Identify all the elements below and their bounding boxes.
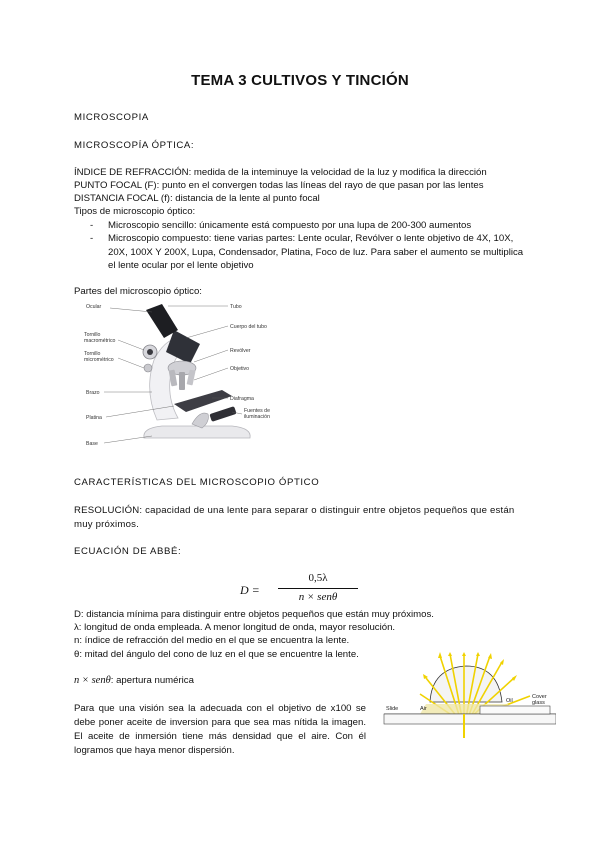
apertura-math: n × senθ	[74, 675, 111, 686]
def-d: D: distancia mínima para distinguir entre objetos pequeños que están muy próximos.	[74, 609, 434, 620]
label-cover-glass	[532, 694, 547, 706]
section-microscopia: MICROSCOPIA	[74, 112, 149, 123]
abbe-formula	[240, 570, 380, 608]
distancia-focal: DISTANCIA FOCAL (f): distancia de la lente al punto focal	[74, 193, 320, 204]
def-lambda: λ: longitud de onda empleada. A menor longitud de onda, mayor resolución.	[74, 622, 396, 633]
punto-focal: PUNTO FOCAL (F): punto en el convergen todas las líneas del rayo de que pasan por las lentes	[74, 180, 484, 191]
ecuacion-heading: ECUACIÓN DE ABBÉ:	[74, 546, 182, 557]
label-fuentes-line1: Fuentes de	[244, 408, 270, 414]
label-platina: Platina	[86, 415, 102, 421]
tipo-compuesto: Microscopio compuesto: tiene varias partes: Lente ocular, Revólver o lente objetivo de 4X, 10X, 20X, 100X Y 200X, Lupa, Condensador, Platina, Foco de luz. Para saber el aumento se multiplica el lente ocular por el lente objetivo	[108, 233, 524, 271]
bullet-dash: -	[90, 220, 94, 231]
label-ocular: Ocular	[86, 304, 102, 310]
def-n: n: índice de refracción del medio en el que se encuentra la lente.	[74, 635, 350, 646]
label-oil: Oil	[506, 698, 513, 704]
apertura-text: : apertura numérica	[110, 675, 194, 686]
page-title: TEMA 3 CULTIVOS Y TINCIÓN	[191, 72, 409, 89]
label-fuentes-line2: iluminación	[244, 414, 270, 420]
formula-numerator: 0,5λ	[308, 572, 328, 584]
label-macrometrico-line1: Tornillo	[84, 332, 101, 338]
label-air: Air	[420, 706, 427, 712]
label-macrometrico-line2: macrométrico	[84, 338, 116, 344]
label-micrometrico-line1: Tornillo	[84, 351, 101, 357]
label-slide: Slide	[386, 706, 399, 712]
label-diafragma: Diafragma	[230, 396, 254, 402]
tipos-heading: Tipos de microscopio óptico:	[74, 206, 196, 217]
def-theta: θ: mitad del ángulo del cono de luz en el que se encuentre la lente.	[74, 649, 359, 660]
resolucion: RESOLUCIÓN: capacidad de una lente para separar o distinguir entre objetos pequeños que están muy próximos.	[74, 505, 515, 530]
label-micrometrico-line2: micrométrico	[84, 357, 114, 363]
label-cuerpo: Cuerpo del tubo	[230, 324, 267, 330]
label-objetivo: Objetivo	[230, 366, 250, 372]
def-apertura	[74, 675, 194, 687]
section-microscopia-optica: MICROSCOPÍA ÓPTICA:	[74, 140, 195, 151]
inmersion-paragraph: Para que una visión sea la adecuada con el objetivo de x100 se debe poner aceite de inversion para que sea mas nítida la imagen. El aceite de inmersión tiene más densidad que el aire. Con él logramos que haya menor dispersión.	[74, 703, 366, 756]
formula-denominator: n × senθ	[298, 591, 338, 603]
label-brazo: Brazo	[86, 390, 100, 396]
formula-lhs: D =	[240, 583, 260, 597]
indice-refraccion: ÍNDICE DE REFRACCIÓN: medida de la inteminuye la velocidad de la luz y modifica la dirección	[74, 167, 487, 178]
oil-immersion-diagram	[380, 652, 556, 738]
label-tubo: Tubo	[230, 304, 242, 310]
label-revolver: Revólver	[230, 348, 251, 354]
fraction-bar	[278, 588, 358, 589]
label-fuentes	[244, 408, 270, 420]
label-cover-line1: Cover	[532, 694, 547, 700]
label-base: Base	[86, 441, 98, 447]
label-cover-line2: glass	[532, 700, 545, 706]
caracteristicas-heading: CARACTERÍSTICAS DEL MICROSCOPIO ÓPTICO	[74, 477, 320, 488]
bullet-dash: -	[90, 233, 94, 244]
microscope-diagram	[82, 300, 272, 452]
partes-heading: Partes del microscopio óptico:	[74, 286, 202, 297]
tipo-sencillo: Microscopio sencillo: únicamente está compuesto por una lupa de 200-300 aumentos	[108, 220, 472, 231]
